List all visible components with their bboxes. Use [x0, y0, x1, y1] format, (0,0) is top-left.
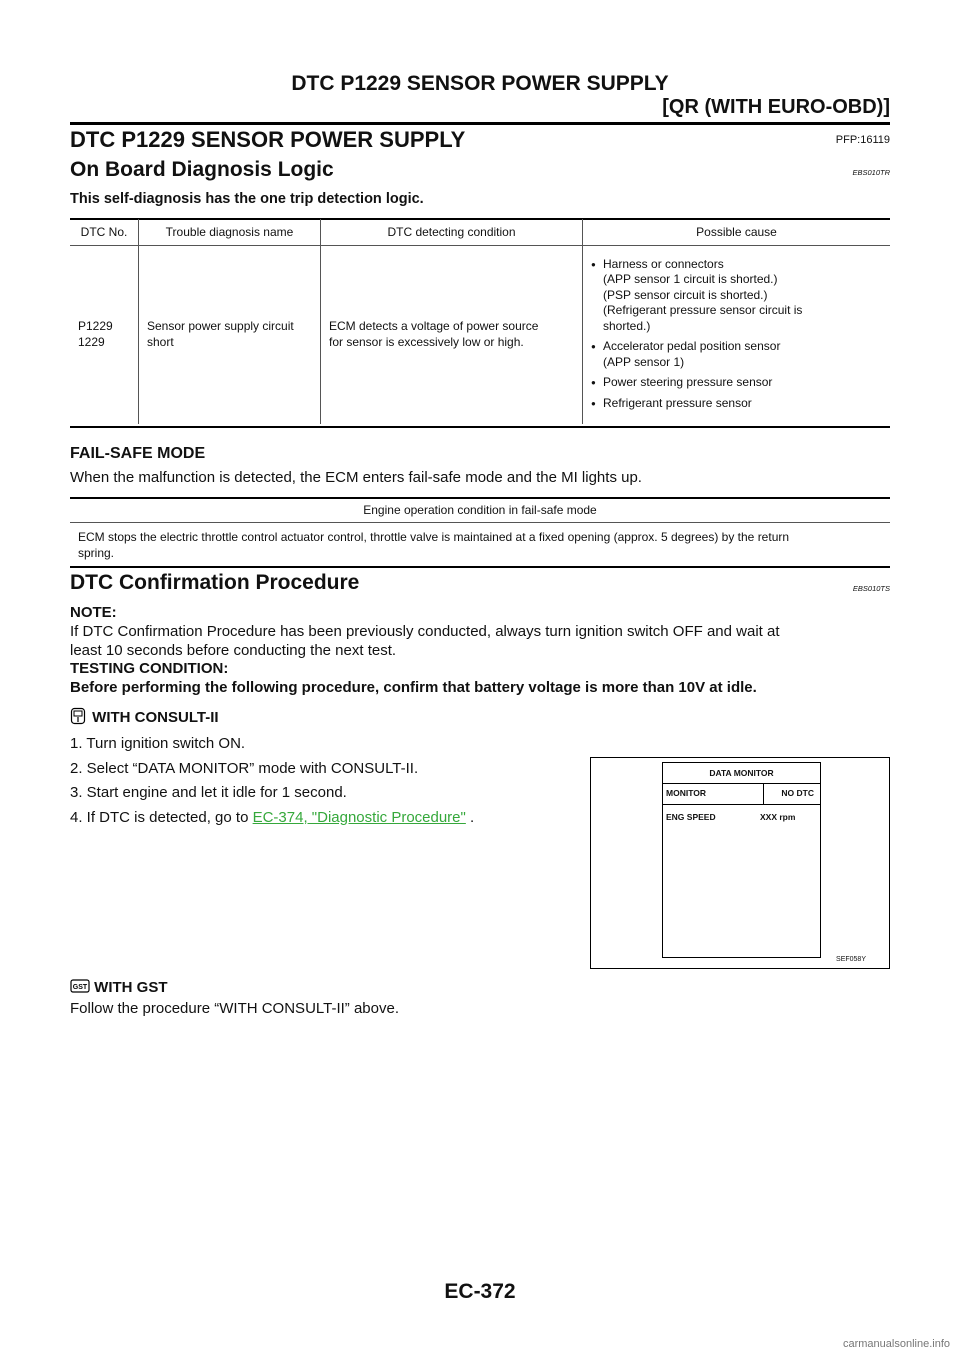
testing-label: TESTING CONDITION:: [70, 660, 229, 677]
failsafe-text: When the malfunction is detected, the ECM enters fail-safe mode and the MI lights up.: [70, 469, 642, 486]
col-possible-cause: Possible cause: [583, 219, 891, 246]
figure-code-wrap: [590, 757, 888, 967]
failsafe-table-header: Engine operation condition in fail-safe mode: [363, 503, 597, 517]
cause-item: ● Accelerator pedal position sensor (APP sensor 1): [591, 339, 882, 370]
screen-row-value: XXX rpm: [760, 812, 796, 822]
cause-item: ● Refrigerant pressure sensor: [591, 396, 882, 412]
screen-col-monitor: MONITOR: [666, 788, 706, 798]
step-3: 3. Start engine and let it idle for 1 second.: [70, 784, 347, 801]
diagnostic-procedure-link[interactable]: EC-374, "Diagnostic Procedure": [252, 808, 466, 826]
cause-item: ● Power steering pressure sensor: [591, 375, 882, 391]
section-title: DTC P1229 SENSOR POWER SUPPLY: [70, 127, 466, 152]
table-bottom-rule: [70, 426, 890, 428]
screen-title: DATA MONITOR: [709, 768, 774, 778]
obd-logic-code: EBS010TR: [852, 168, 890, 177]
failsafe-table-bottom-rule: [70, 566, 890, 568]
obd-logic-intro: This self-diagnosis has the one trip detection logic.: [70, 191, 424, 207]
consult-steps: [70, 732, 474, 830]
step-1: 1. Turn ignition switch ON.: [70, 735, 246, 752]
gst-icon: [70, 977, 90, 999]
gst-text: Follow the procedure “WITH CONSULT-II” above.: [70, 1000, 399, 1017]
cell-detect-condition: ECM detects a voltage of power source for sensor is excessively low or high.: [321, 246, 583, 424]
figure-code: SEF058Y: [836, 956, 866, 963]
confirmation-title: DTC Confirmation Procedure: [70, 571, 360, 594]
confirmation-code: EBS010TS: [852, 584, 890, 593]
page-header-title: DTC P1229 SENSOR POWER SUPPLY: [291, 72, 669, 95]
page-number: EC-372: [444, 1280, 516, 1303]
header-rule: [70, 122, 890, 125]
dtc-table: [70, 219, 890, 424]
pfp-code: PFP:16119: [835, 134, 890, 146]
consult-heading: WITH CONSULT-II: [70, 707, 219, 729]
step-4: 4. If DTC is detected, go to EC-374, "Diagnostic Procedure" .: [70, 808, 475, 826]
cell-possible-cause: [583, 246, 891, 424]
testing-text: Before performing the following procedure, confirm that battery voltage is more than 10V at idle.: [70, 679, 757, 696]
watermark: carmanualsonline.info: [842, 1338, 950, 1350]
cell-dtc-no: P1229 1229: [70, 246, 139, 424]
consult-icon: [70, 707, 88, 729]
col-trouble-name: Trouble diagnosis name: [139, 219, 321, 246]
failsafe-table-top-rule: [70, 497, 890, 499]
gst-heading: GST WITH GST: [70, 977, 168, 999]
failsafe-table-text: ECM stops the electric throttle control actuator control, throttle valve is maintained at a fixed opening (approx. 5 degrees) by the return spring.: [78, 530, 790, 560]
obd-logic-title: On Board Diagnosis Logic: [70, 158, 334, 181]
screen-row-label: ENG SPEED: [666, 812, 716, 822]
col-detect-condition: DTC detecting condition: [321, 219, 583, 246]
page-header-subtitle: [QR (WITH EURO-OBD)]: [662, 96, 890, 118]
cell-trouble-name: Sensor power supply circuit short: [139, 246, 321, 424]
failsafe-title: FAIL-SAFE MODE: [70, 445, 206, 462]
svg-text:GST: GST: [72, 984, 88, 991]
note-label: NOTE:: [70, 604, 117, 621]
failsafe-table-mid-rule: [70, 522, 890, 523]
note-text: If DTC Confirmation Procedure has been previously conducted, always turn ignition switch OFF and wait at least 10 seconds before conducting the next test.: [70, 623, 780, 659]
step-2: 2. Select “DATA MONITOR” mode with CONSULT-II.: [70, 759, 419, 777]
cause-item: ● Harness or connectors (APP sensor 1 circuit is shorted.) (PSP sensor circuit is shorted.) (Refrigerant pressure sensor circuit is shorted.): [591, 257, 882, 335]
screen-col-status: NO DTC: [781, 788, 814, 798]
col-dtc-no: DTC No.: [70, 219, 139, 246]
